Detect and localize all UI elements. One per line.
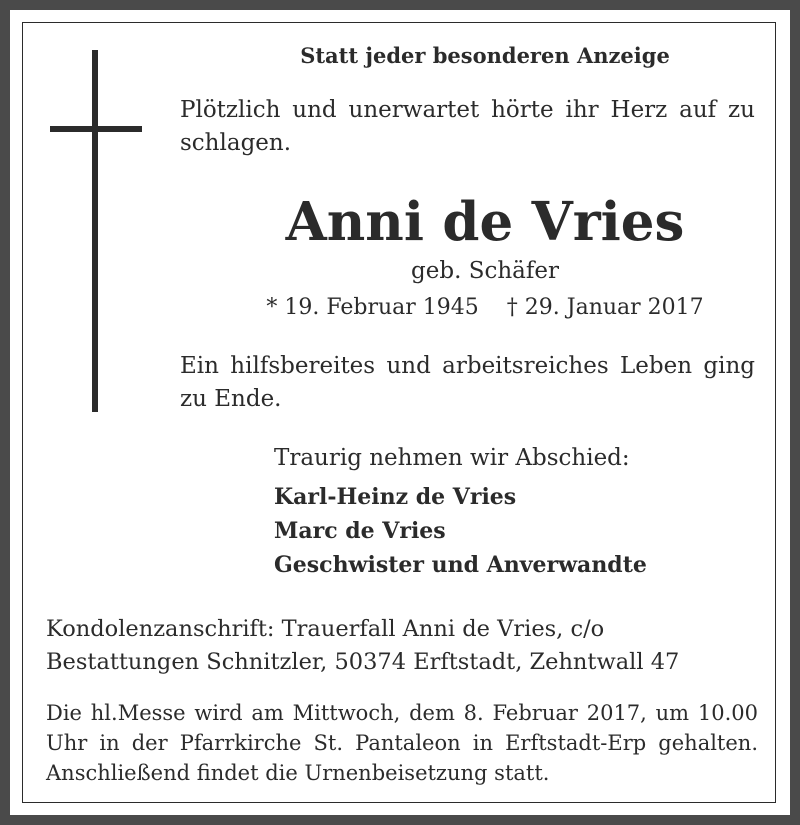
cross-vertical-bar — [92, 50, 98, 412]
farewell-text: Traurig nehmen wir Abschied: — [274, 445, 630, 471]
deceased-name: Anni de Vries — [285, 191, 685, 253]
condolence-line: Bestattungen Schnitzler, 50374 Erftstadt, Zehntwall 47 — [46, 649, 680, 675]
mourner-name: Geschwister und Anverwandte — [274, 552, 647, 578]
cross-horizontal-bar — [50, 126, 142, 132]
maiden-name: geb. Schäfer — [411, 258, 559, 284]
life-dates — [180, 293, 790, 323]
mass-info: Die hl.Messe wird am Mittwoch, dem 8. Februar 2017, um 10.00 Uhr in der Pfarrkirche St. Pantaleon in Erftstadt-Erp gehalten. Anschließend findet die Urnenbeisetzung statt. — [46, 701, 758, 785]
birth-date: * 19. Februar 1945 — [266, 295, 479, 320]
notice-header: Statt jeder besonderen Anzeige — [300, 43, 670, 68]
intro-text: Plötzlich und unerwartet hörte ihr Herz auf zu schlagen. — [180, 97, 755, 156]
mourner-name: Karl-Heinz de Vries — [274, 484, 517, 510]
life-text: Ein hilfsbereites und arbeitsreiches Leben ging zu Ende. — [180, 353, 755, 412]
condolence-line: Kondolenzanschrift: Trauerfall Anni de Vries, c/o — [46, 616, 605, 642]
death-date: † 29. Januar 2017 — [506, 295, 704, 320]
condolence-address — [46, 613, 758, 679]
mourner-name: Marc de Vries — [274, 518, 446, 544]
obituary-notice — [10, 10, 790, 815]
mourners-list — [274, 480, 647, 582]
